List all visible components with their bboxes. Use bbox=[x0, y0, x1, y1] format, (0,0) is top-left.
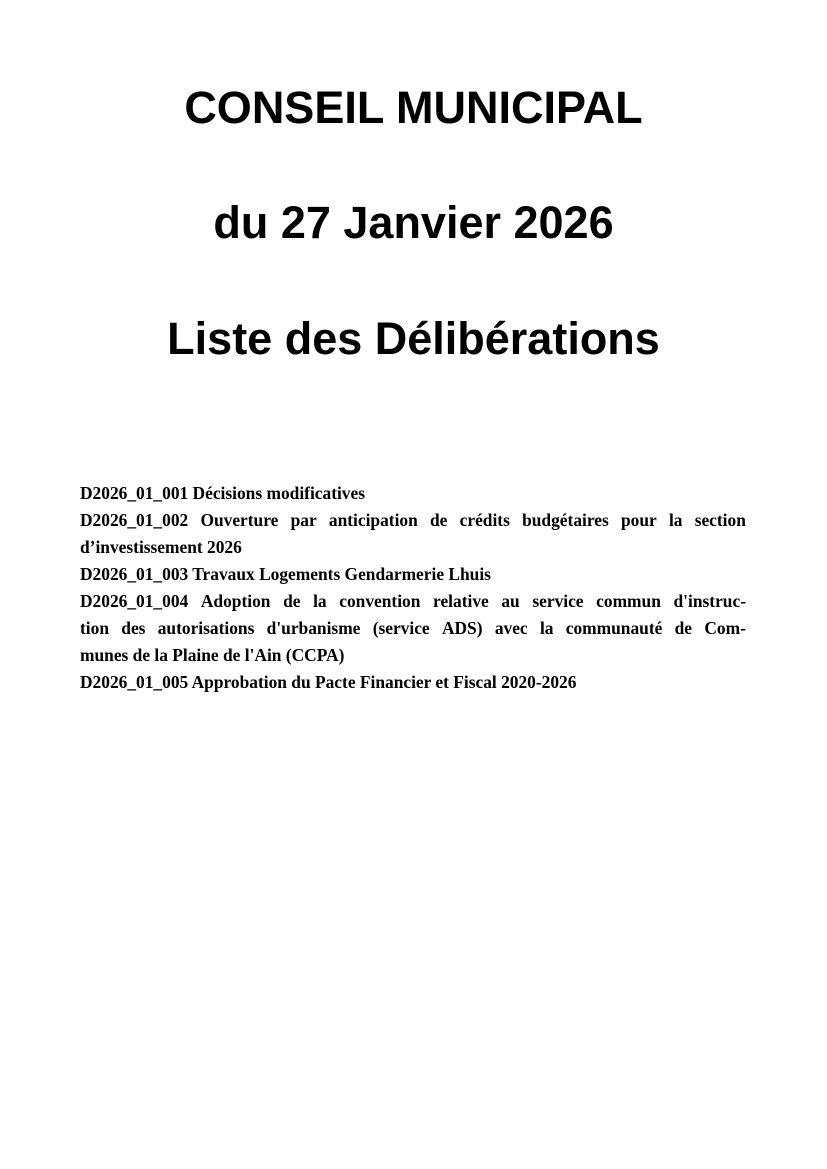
deliberation-item-002-line2: d’investissement 2026 bbox=[80, 537, 242, 557]
deliberation-item-004-line1: D2026_01_004 Adoption de la convention relative au service commun d'instruc- bbox=[80, 591, 746, 611]
title-liste-deliberations: Liste des Délibérations bbox=[167, 313, 660, 364]
deliberation-item-004-line3: munes de la Plaine de l'Ain (CCPA) bbox=[80, 645, 345, 665]
deliberations-list bbox=[80, 480, 746, 696]
deliberation-item-001: D2026_01_001 Décisions modificatives bbox=[80, 483, 365, 503]
deliberation-item-002-line1: D2026_01_002 Ouverture par anticipation de crédits budgétaires pour la section bbox=[80, 510, 746, 530]
title-date: du 27 Janvier 2026 bbox=[213, 197, 614, 248]
deliberation-item-005: D2026_01_005 Approbation du Pacte Financier et Fiscal 2020-2026 bbox=[80, 672, 577, 692]
deliberation-item-004-line2: tion des autorisations d'urbanisme (service ADS) avec la communauté de Com- bbox=[80, 618, 746, 638]
deliberation-item-003: D2026_01_003 Travaux Logements Gendarmerie Lhuis bbox=[80, 564, 491, 584]
title-conseil-municipal: CONSEIL MUNICIPAL bbox=[184, 82, 643, 133]
